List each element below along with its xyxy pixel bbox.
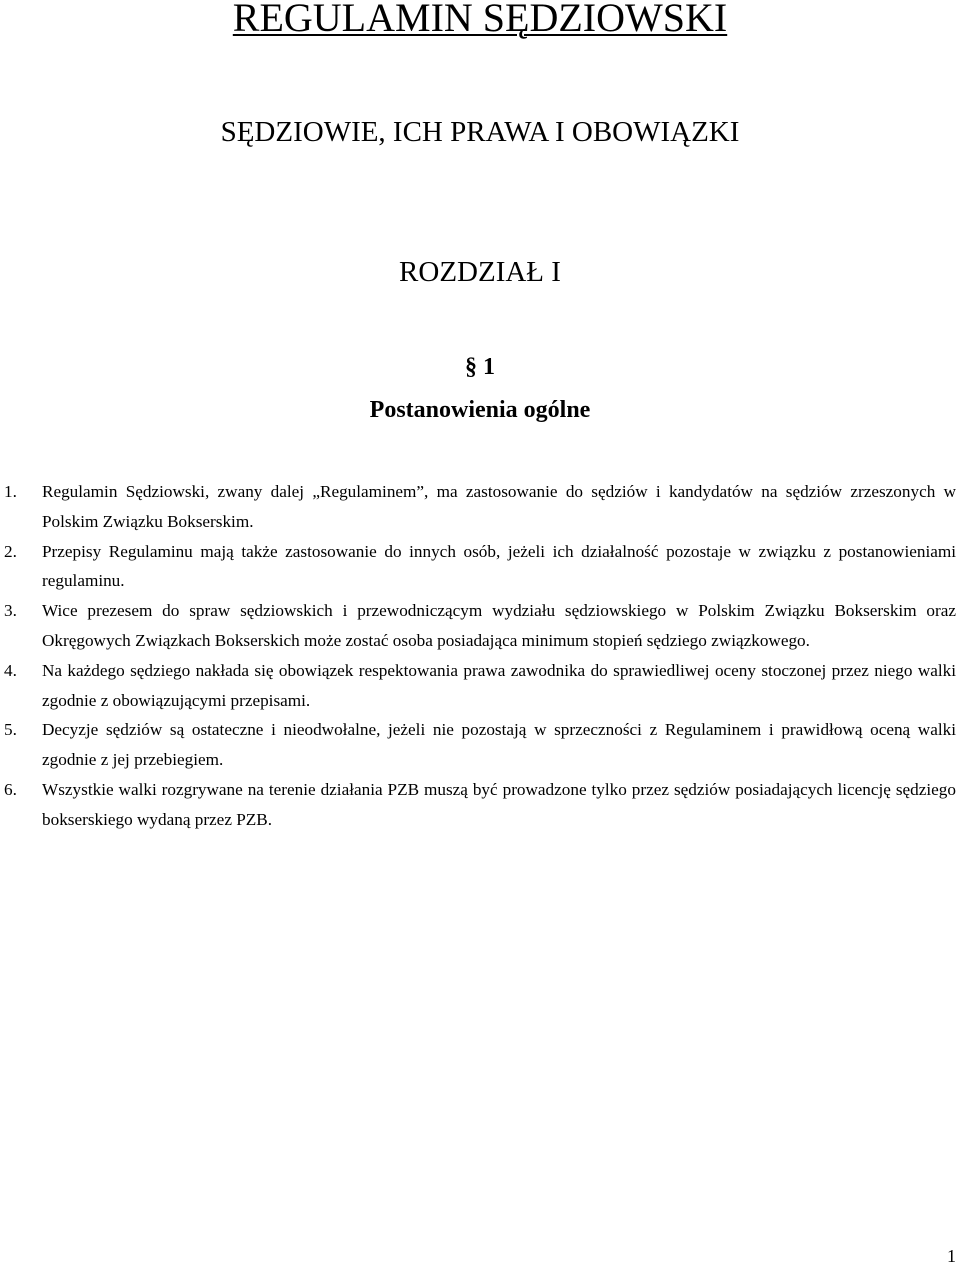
provision-text: Przepisy Regulaminu mają także zastosowanie do innych osób, jeżeli ich działalność pozostaje w związku z postanowieniami regulaminu. — [42, 541, 956, 591]
provision-text: Na każdego sędziego nakłada się obowiązek respektowania prawa zawodnika do sprawiedliwej oceny stoczonej przez niego walki zgodnie z obowiązującymi przepisami. — [42, 660, 956, 710]
provision-item — [4, 477, 956, 537]
provision-item — [4, 656, 956, 716]
provision-number: 1. — [4, 482, 17, 501]
provision-text: Wice prezesem do spraw sędziowskich i przewodniczącym wydziału sędziowskiego w Polskim Związku Bokserskim oraz Okręgowych Związkach Bokserskich może zostać osoba posiadająca minimum stopień sędziego związkowego. — [42, 601, 956, 650]
section-heading: Postanowienia ogólne — [369, 397, 591, 423]
document-subtitle: SĘDZIOWIE, ICH PRAWA I OBOWIĄZKI — [220, 116, 740, 148]
provisions-list — [4, 477, 956, 835]
provision-number: 5. — [4, 720, 17, 740]
page-number: 1 — [947, 1246, 956, 1266]
provision-item — [4, 715, 956, 775]
provision-text: Decyzje sędziów są ostateczne i nieodwołalne, jeżeli nie pozostają w sprzeczności z Regulaminem i prawidłową oceną walki zgodnie z jej przebiegiem. — [42, 720, 956, 770]
provision-number: 4. — [4, 660, 17, 680]
chapter-heading: ROZDZIAŁ I — [399, 256, 561, 288]
provision-number: 3. — [4, 601, 17, 621]
provision-number: 6. — [4, 779, 17, 799]
provision-text: Wszystkie walki rozgrywane na terenie działania PZB muszą być prowadzone tylko przez sędziów posiadających licencję sędziego bokserskiego wydaną przez PZB. — [42, 779, 956, 829]
provision-item — [4, 537, 956, 597]
provision-item — [4, 775, 956, 835]
section-number: § 1 — [465, 354, 495, 380]
provision-number: 2. — [4, 541, 17, 561]
provision-item — [4, 596, 956, 656]
provision-text: Regulamin Sędziowski, zwany dalej „Regulaminem”, ma zastosowanie do sędziów i kandydatów na sędziów zrzeszonych w Polskim Związku Bokserskim. — [42, 482, 956, 531]
document-title: REGULAMIN SĘDZIOWSKI — [232, 0, 728, 40]
